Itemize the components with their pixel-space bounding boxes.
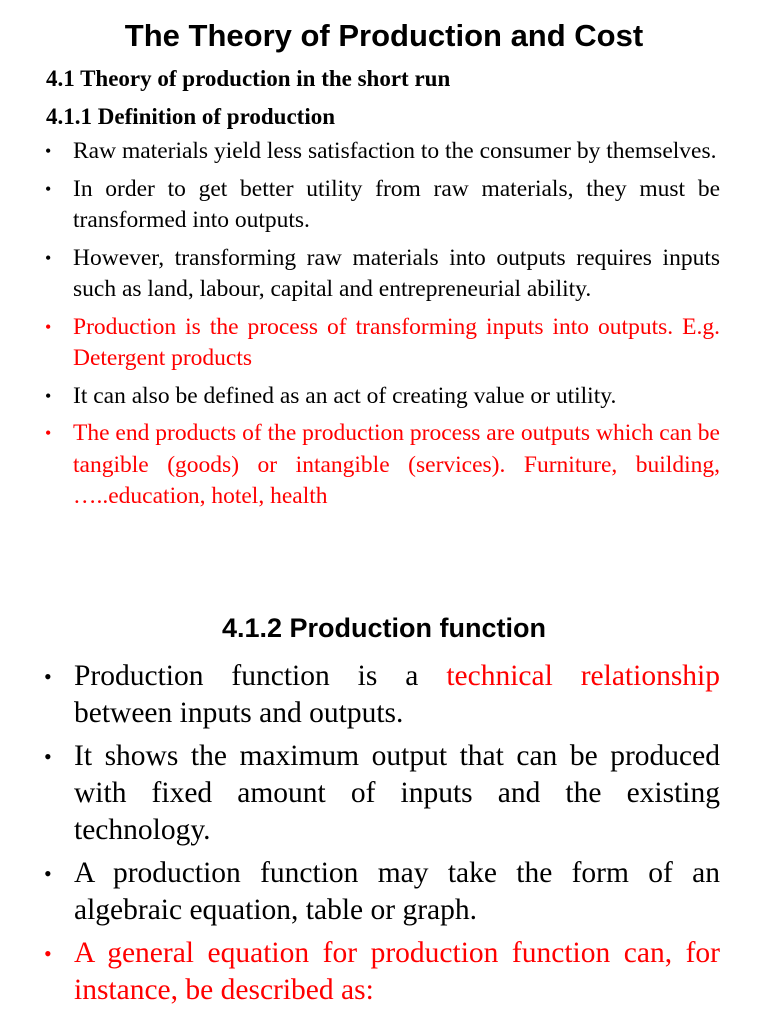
definition-bullet-list <box>0 136 768 513</box>
bullet-item <box>74 658 720 732</box>
bullet-text: between inputs and outputs. <box>74 697 404 729</box>
slide-title: The Theory of Production and Cost <box>124 18 644 53</box>
subsection-heading: 4.1.1 Definition of production <box>46 104 336 129</box>
production-function-bullet-list <box>0 658 768 1009</box>
slide-production-function <box>0 578 768 1024</box>
bullet-text: Production function is a <box>74 660 447 692</box>
bullet-item: • Raw materials yield less satisfaction to the consumer by themselves. <box>73 136 720 168</box>
bullet-item: • It can also be defined as an act of creating value or utility. <box>73 381 720 413</box>
bullet-item-highlighted: • The end products of the production process are outputs which can be tangible (goods) or intangible (services). Furniture, building, …..education, hotel, health <box>73 418 720 513</box>
section-heading: 4.1 Theory of production in the short run <box>46 66 451 91</box>
bullet-item-highlighted: • Production is the process of transforming inputs into outputs. E.g. Detergent products <box>73 312 720 375</box>
slide-title: 4.1.2 Production function <box>221 613 546 643</box>
highlighted-term: technical relationship <box>446 660 720 692</box>
bullet-item: • In order to get better utility from raw materials, they must be transformed into outputs. <box>73 174 720 237</box>
bullet-item: • A production function may take the form of an algebraic equation, table or graph. <box>74 855 720 929</box>
bullet-item: • It shows the maximum output that can be produced with fixed amount of inputs and the existing technology. <box>74 738 720 849</box>
bullet-item-highlighted: • A general equation for production function can, for instance, be described as: <box>74 935 720 1009</box>
bullet-item: • However, transforming raw materials into outputs requires inputs such as land, labour, capital and entrepreneurial ability. <box>73 243 720 306</box>
